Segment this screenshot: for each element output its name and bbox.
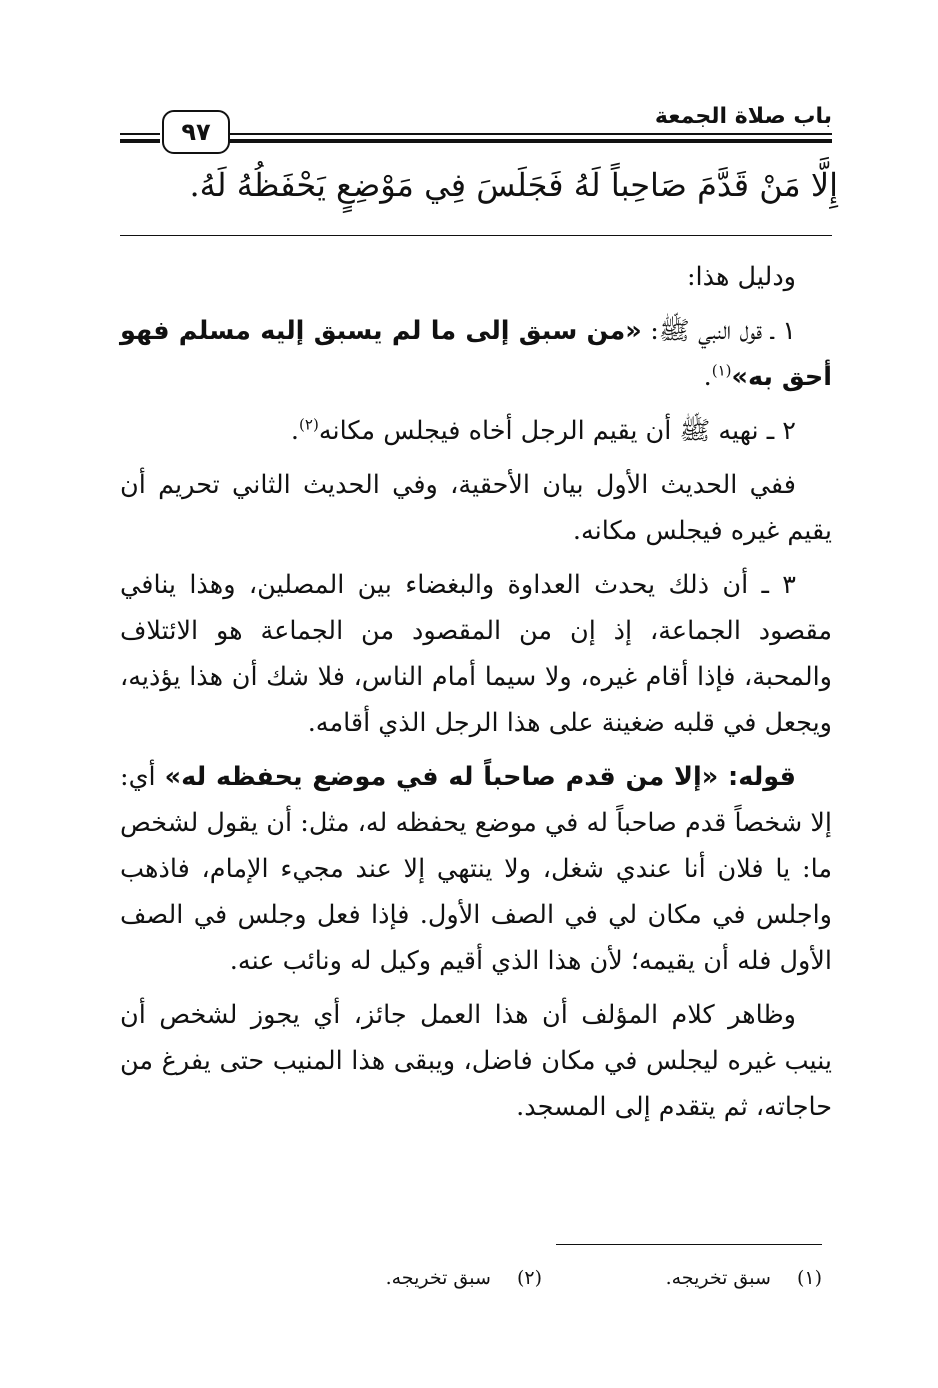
paragraph-evidence-intro: ودليل هذا: [686, 262, 796, 292]
page-number: ٩٧ [162, 110, 230, 154]
header-rule [226, 133, 832, 135]
footnote-number: (١) [796, 1267, 822, 1289]
page-header [120, 96, 832, 154]
qawluhu-label: قوله: [718, 762, 796, 792]
paragraph-evidence-3: ٣ ـ أن ذلك يحدث العداوة والبغضاء بين المصلين، وهذا ينافي مقصود الجماعة، إذ إن من المقصود من الجماعة هو الائتلاف والمحبة، فإذا أقام غيره، ولا سيما أمام الناس، فلا شك أن هذا يؤذيه، ويجعل في قلبه ضغينة على هذا الرجل الذي أقامه. [120, 570, 832, 738]
paragraph-evidence-1 [120, 308, 832, 400]
header-rule-thick [226, 139, 832, 143]
hadith-quote-1: «من سبق إلى ما لم يسبق إليه مسلم فهو أحق به» [120, 316, 832, 392]
footnotes [262, 1264, 822, 1292]
evidence-1-end: . [703, 362, 712, 392]
footnote-text: سبق تخريجه. [385, 1267, 491, 1289]
matn-divider [120, 235, 832, 236]
commentary-body [120, 254, 832, 1138]
paragraph-qawluhu [120, 754, 832, 984]
header-rule-left [120, 133, 160, 135]
paragraph-explanation: ففي الحديث الأول بيان الأحقية، وفي الحديث الثاني تحريم أن يقيم غيره فيجلس مكانه. [120, 470, 832, 546]
footnote-2 [262, 1264, 542, 1292]
matn-text: إِلَّا مَنْ قَدَّمَ صَاحِباً لَهُ فَجَلَسَ فِي مَوْضِعٍ يَحْفَظُهُ لَهُ. [189, 166, 838, 204]
header-rule-left-thick [120, 139, 160, 143]
footnote-ref-1: (١) [711, 361, 732, 380]
qawluhu-quote: «إلا من قدم صاحباً له في موضع يحفظه له» [164, 762, 719, 792]
footnote-text: سبق تخريجه. [665, 1267, 771, 1289]
footnote-1 [542, 1264, 822, 1292]
qawluhu-explanation: أي: إلا شخصاً قدم صاحباً له في موضع يحفظه له، مثل: أن يقول لشخص ما: يا فلان أنا عندي شغل، ولا ينتهي إلا عند مجيء الإمام، فاذهب واجلس في مكان لي في الصف الأول. فإذا فعل وجلس في الصف الأول فله أن يقيمه؛ لأن هذا الذي أقيم وكيل له ونائب عنه. [120, 762, 832, 976]
footnote-divider [556, 1244, 822, 1245]
evidence-2-text: ٢ ـ نهيه ﷺ أن يقيم الرجل أخاه فيجلس مكانه [318, 416, 796, 446]
footnote-ref-2: (٢) [299, 415, 319, 434]
footnote-number: (٢) [516, 1267, 542, 1289]
evidence-1-prefix: ١ ـ قول النبي ﷺ: [641, 316, 796, 346]
chapter-title: باب صلاة الجمعة [654, 104, 832, 129]
evidence-2-end: . [290, 416, 300, 446]
paragraph-conclusion: وظاهر كلام المؤلف أن هذا العمل جائز، أي يجوز لشخص أن ينيب غيره ليجلس في مكان فاضل، ويبقى هذا المنيب حتى يفرغ من حاجاته، ثم يتقدم إلى المسجد. [120, 1000, 832, 1122]
paragraph-evidence-2 [120, 408, 832, 454]
